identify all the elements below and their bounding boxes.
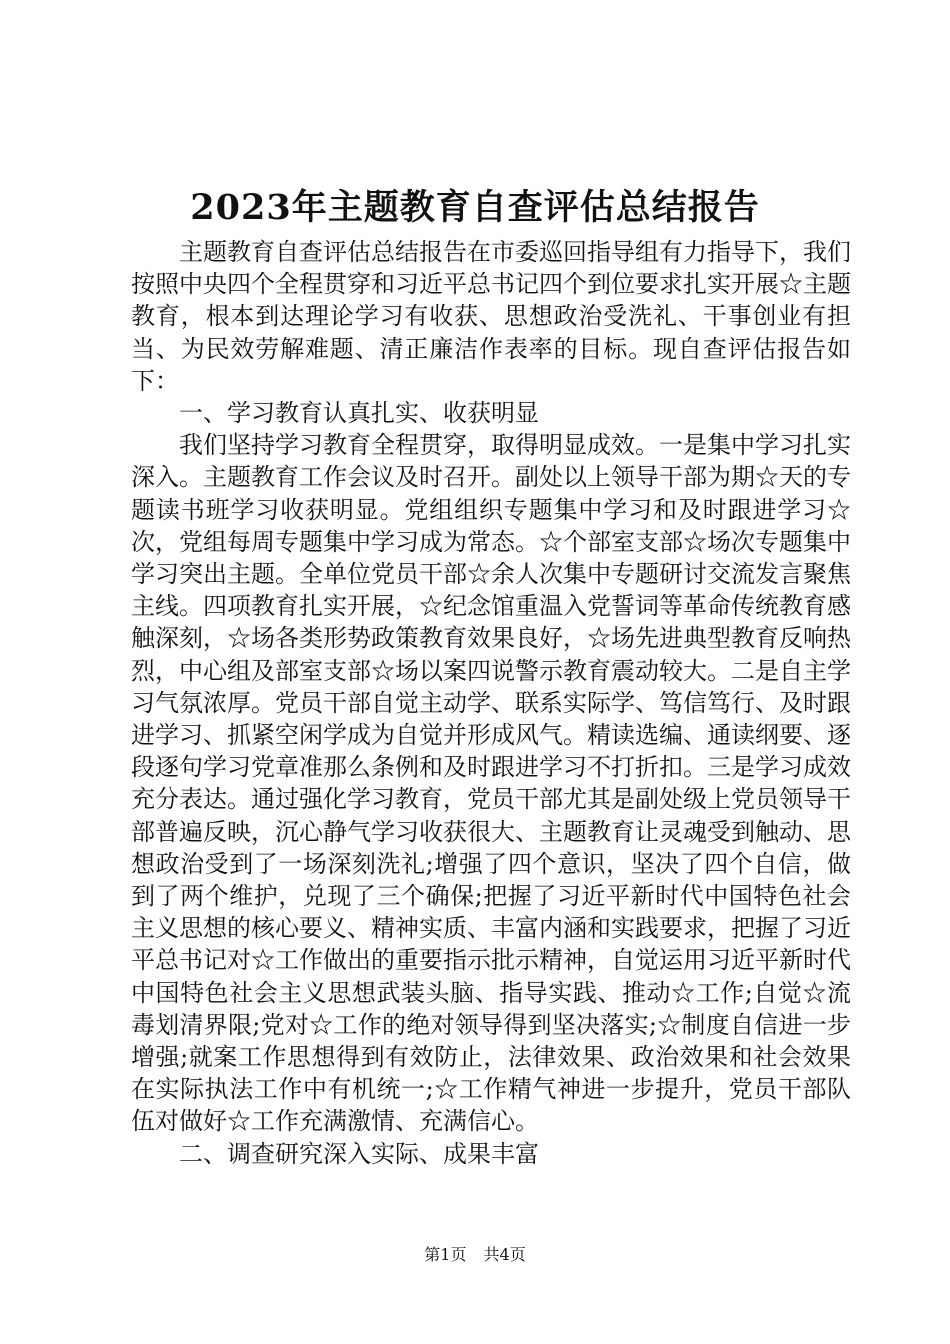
page-number: 第1页: [424, 1245, 467, 1264]
page-total: 共4页: [483, 1245, 526, 1264]
page-footer: [0, 1244, 950, 1266]
document-title: 2023年主题教育自查评估总结报告: [190, 187, 760, 228]
section-heading-2: 二、调查研究深入实际、成果丰富: [179, 1139, 539, 1168]
section-1-paragraph: 我们坚持学习教育全程贯穿，取得明显成效。一是集中学习扎实深入。主题教育工作会议及时召开。副处以上领导干部为期☆天的专题读书班学习收获明显。党组组织专题集中学习和及时跟进学习☆次，党组每周专题集中学习成为常态。☆个部室支部☆场次专题集中学习突出主题。全单位党员干部☆余人次集中专题研讨交流发言聚焦主线。四项教育扎实开展，☆纪念馆重温入党誓词等革命传统教育感触深刻，☆场各类形势政策教育效果良好，☆场先进典型教育反响热烈，中心组及部室支部☆场以案四说警示教育震动较大。二是自主学习气氛浓厚。党员干部自觉主动学、联系实际学、笃信笃行、及时跟进学习、抓紧空闲学成为自觉并形成风气。精读选编、通读纲要、逐段逐句学习党章准那么条例和及时跟进学习不打折扣。三是学习成效充分表达。通过强化学习教育，党员干部尤其是副处级上党员领导干部普遍反映，沉心静气学习收获很大、主题教育让灵魂受到触动、思想政治受到了一场深刻洗礼;增强了四个意识，坚决了四个自信，做到了两个维护，兑现了三个确保;把握了习近平新时代中国特色社会主义思想的核心要义、精神实质、丰富内涵和实践要求，把握了习近平总书记对☆工作做出的重要指示批示精神，自觉运用习近平新时代中国特色社会主义思想武装头脑、指导实践、推动☆工作;自觉☆流毒划清界限;党对☆工作的绝对领导得到坚决落实;☆制度自信进一步增强;就案工作思想得到有效防止，法律效果、政治效果和社会效果在实际执法工作中有机统一;☆工作精气神进一步提升，党员干部队伍对做好☆工作充满激情、充满信心。: [131, 431, 851, 1136]
intro-paragraph: 主题教育自查评估总结报告在市委巡回指导组有力指导下，我们按照中央四个全程贯穿和习近平总书记四个到位要求扎实开展☆主题教育，根本到达理论学习有收获、思想政治受洗礼、干事创业有担当、为民效劳解难题、清正廉洁作表率的目标。现自查评估报告如下：: [131, 238, 851, 395]
section-heading-1: 一、学习教育认真扎实、收获明显: [179, 399, 539, 428]
document-body: [131, 236, 851, 1170]
